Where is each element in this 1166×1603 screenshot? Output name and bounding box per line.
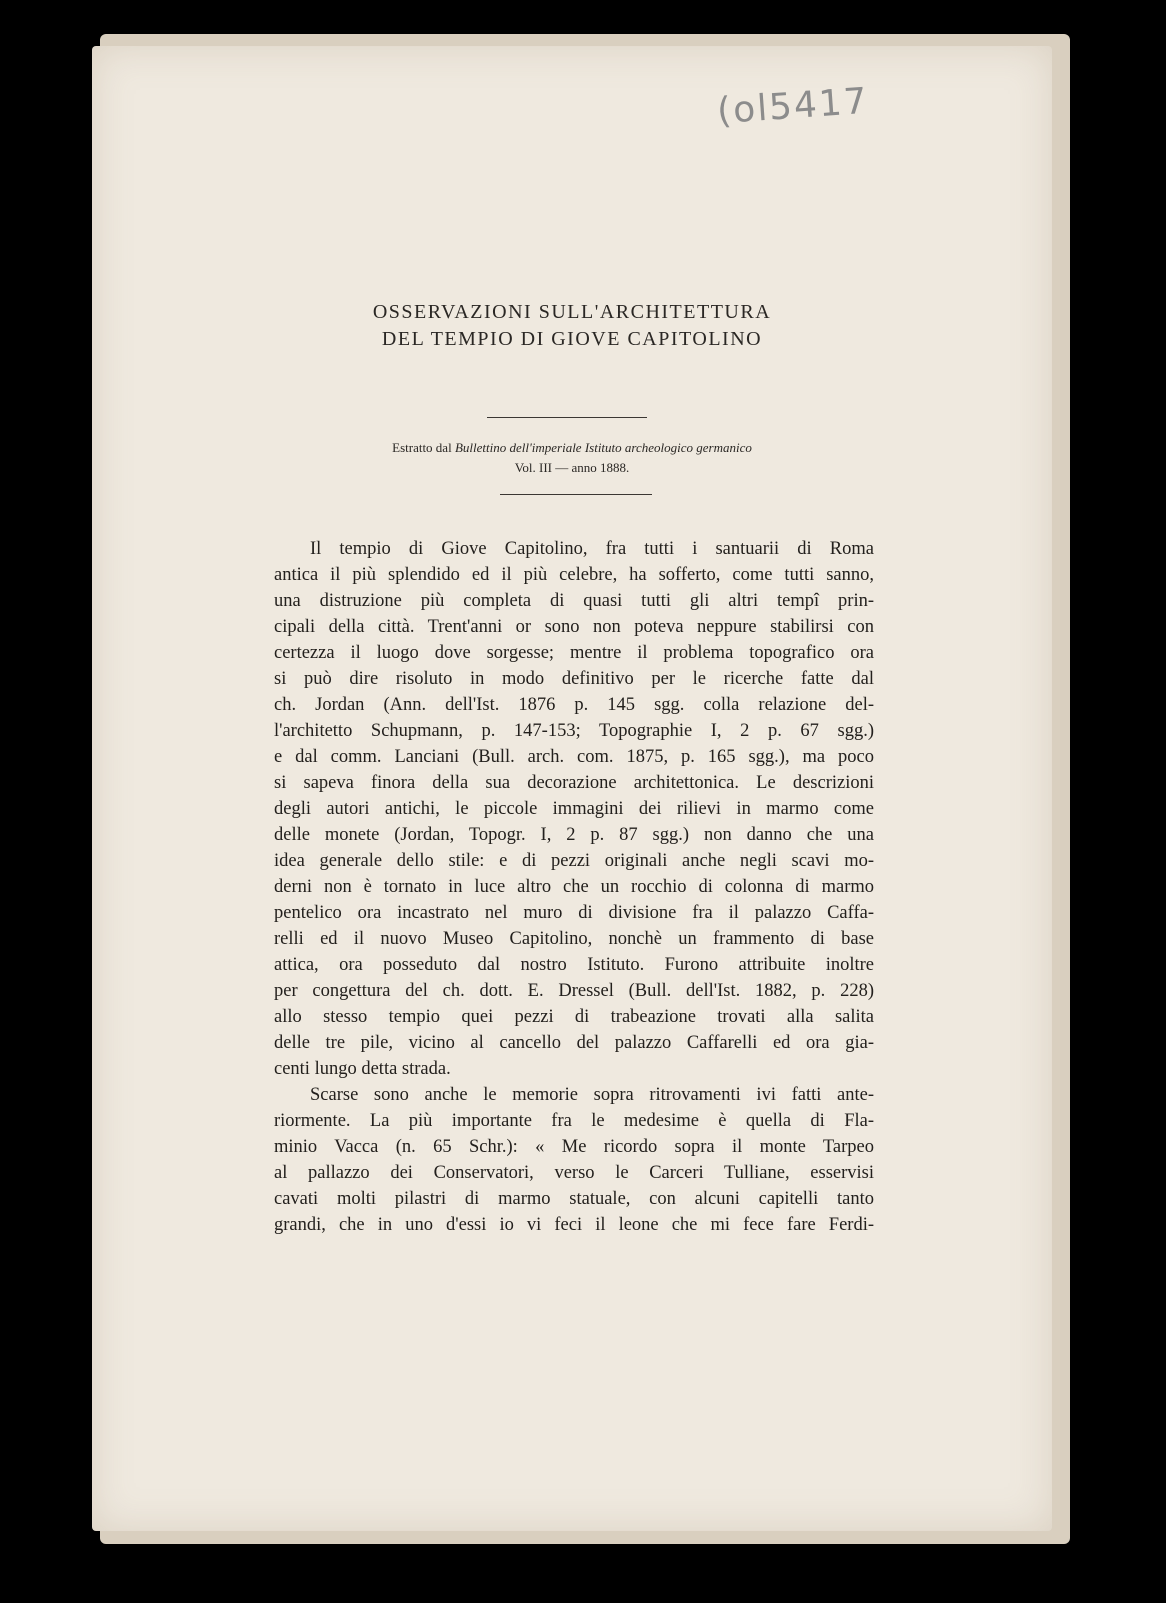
body-line: riormente. La più importante fra le medesime è quella di Fla- (274, 1111, 874, 1131)
extract-journal: Bullettino dell'imperiale Istituto archeologico germanico (454, 440, 752, 455)
body-line: delle tre pile, vicino al cancello del palazzo Caffarelli ed ora gia- (274, 1033, 874, 1053)
body-line: degli autori antichi, le piccole immagini dei rilievi in marmo come (274, 799, 874, 819)
body-line: allo stesso tempio quei pezzi di trabeazione trovati alla salita (274, 1007, 874, 1027)
body-line: una distruzione più completa di quasi tutti gli altri tempî prin- (274, 591, 874, 611)
body-line: al pallazzo dei Conservatori, verso le Carceri Tulliane, esservisi (274, 1163, 874, 1183)
body-line: cipali della città. Trent'anni or sono non poteva neppure stabilirsi con (274, 617, 874, 637)
body-line: Scarse sono anche le memorie sopra ritrovamenti ivi fatti ante- (310, 1085, 874, 1105)
body-line: certezza il luogo dove sorgesse; mentre il problema topografico ora (274, 643, 874, 663)
body-line: attica, ora posseduto dal nostro Istituto. Furono attribuite inoltre (274, 955, 874, 975)
body-line: ch. Jordan (Ann. dell'Ist. 1876 p. 145 sgg. colla relazione del- (274, 695, 874, 715)
body-line: si sapeva finora della sua decorazione architettonica. Le descrizioni (274, 773, 874, 793)
body-line: antica il più splendido ed il più celebre, ha sofferto, come tutti sanno, (274, 565, 874, 585)
body-line: pentelico ora incastrato nel muro di divisione fra il palazzo Caffa- (274, 903, 874, 923)
body-line: derni non è tornato in luce altro che un rocchio di colonna di marmo (274, 877, 874, 897)
extract-line-1 (92, 440, 1052, 456)
body-line: e dal comm. Lanciani (Bull. arch. com. 1875, p. 165 sgg.), ma poco (274, 747, 874, 767)
extract-prefix: Estratto dal (392, 440, 455, 455)
body-line: idea generale dello stile: e di pezzi originali anche negli scavi mo- (274, 851, 874, 871)
body-line: l'architetto Schupmann, p. 147-153; Topographie I, 2 p. 67 sgg.) (274, 721, 874, 741)
body-line: Il tempio di Giove Capitolino, fra tutti i santuarii di Roma (310, 539, 874, 559)
body-line: centi lungo detta strada. (274, 1059, 451, 1079)
divider-top (487, 417, 647, 418)
body-line: delle monete (Jordan, Topogr. I, 2 p. 87 sgg.) non danno che una (274, 825, 874, 845)
body-line: grandi, che in uno d'essi io vi feci il leone che mi fece fare Ferdi- (274, 1215, 874, 1235)
body-text (274, 536, 874, 1238)
title-line-1: OSSERVAZIONI SULL'ARCHITETTURA (372, 301, 772, 323)
extract-line-2: Vol. III — anno 1888. (514, 460, 630, 475)
body-line: si può dire risoluto in modo definitivo per le ricerche fatte dal (274, 669, 874, 689)
divider-bottom (500, 494, 652, 495)
body-line: per congettura del ch. dott. E. Dressel (Bull. dell'Ist. 1882, p. 228) (274, 981, 874, 1001)
body-line: cavati molti pilastri di marmo statuale, con alcuni capitelli tanto (274, 1189, 874, 1209)
body-line: relli ed il nuovo Museo Capitolino, nonchè un frammento di base (274, 929, 874, 949)
handwritten-note: (ol5417 (715, 80, 870, 133)
title-line-2: DEL TEMPIO DI GIOVE CAPITOLINO (381, 328, 763, 350)
document-page (92, 46, 1052, 1531)
body-line: minio Vacca (n. 65 Schr.): « Me ricordo sopra il monte Tarpeo (274, 1137, 874, 1157)
